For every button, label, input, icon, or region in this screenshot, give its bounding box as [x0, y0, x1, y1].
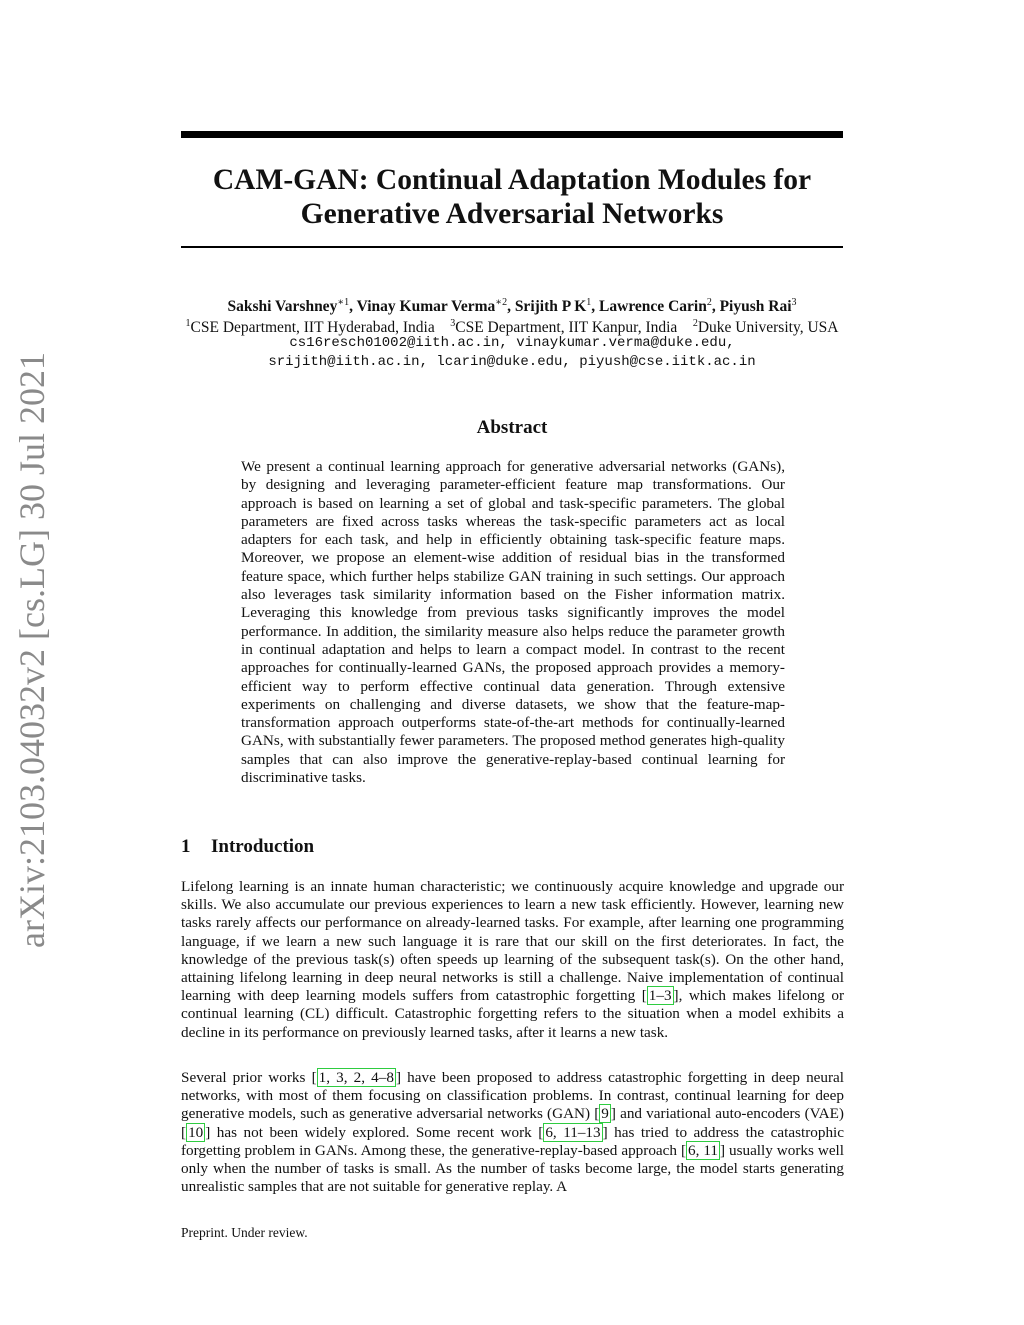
author-name: Sakshi Varshney — [227, 298, 338, 316]
author-affiliation-mark: ∗1 — [337, 297, 350, 308]
affiliation-mark: 1 — [185, 318, 191, 329]
author-affiliation-mark: 2 — [706, 297, 712, 308]
emails-line-1: cs16resch01002@iith.ac.in, vinaykumar.verma@duke.edu, — [289, 335, 735, 351]
author-emails — [140, 334, 884, 372]
title-line-2: Generative Adversarial Networks — [300, 198, 724, 230]
title-line-1: CAM-GAN: Continual Adaptation Modules for — [212, 164, 812, 196]
author-affiliation-mark: 1 — [586, 297, 592, 308]
author-affiliation-mark: ∗2 — [495, 297, 508, 308]
paragraph-text: and variational auto-encoders (VAE) — [615, 1105, 844, 1123]
citation-link[interactable]: 1–3 — [648, 987, 672, 1005]
author-list: Sakshi Varshney$^{∗1}$, Vinay Kumar Verma$^{∗2}$, Srijith P $K^1$, Lawrence Carin$^2$, Piyush Rai$^3$ — [227, 297, 797, 316]
title-top-rule — [181, 131, 843, 138]
author-name: Vinay Kumar Verma — [356, 298, 496, 316]
section-heading-introduction — [181, 836, 314, 858]
paragraph-text: usually works well only when the number of tasks is small. As the number of tasks become large, the model starts generating unrealistic samples that are not suitable for generative replay. A — [181, 1141, 844, 1196]
citation-link[interactable]: 9 — [601, 1105, 609, 1123]
intro-paragraph-1: Lifelong learning is an innate human characteristic; we continuously acquire knowledge and upgrade our skills. We also accumulate our previous experiences to learn a new task efficiently. However, learning new tasks rarely affects our performance on already-learned tasks. For example, after learning one programming language, if we learn a new such language it is rare that our skill on the first deteriorates. In fact, the knowledge of the previous task(s) often speeds up learning of the subsequent task(s). On the other hand, attaining lifelong learning in deep neural networks is still a challenge. Naive implementation of continual learning with deep learning models suffers from catastrophic forgetting [ 1–3 ], which makes lifelong or continual learning (CL) difficult. Catastrophic forgetting refers to the situation when a model exhibits a decline in its performance on previously learned tasks, after it learns a new task. — [181, 878, 844, 1041]
affiliation-text: CSE Department, IIT Kanpur, India — [455, 319, 678, 337]
affiliation-text: CSE Department, IIT Hyderabad, India — [190, 319, 435, 337]
paper-title — [181, 163, 843, 231]
affiliation-text: Duke University, USA — [697, 319, 839, 337]
intro-paragraph-2: Several prior works [ 1, 3, 2, 4–8 ] have been proposed to address catastrophic forgetting in deep neural networks, with most of them focusing on classification problems. In contrast, continual learning for deep generative models, such as generative adversarial networks (GAN) [ 9 ] and variational auto-encoders (VAE) [ 10 ] has not been widely explored. Some recent work [ 6, 11–13 ] has tried to address the catastrophic forgetting problem in GANs. Among these, the generative-replay-based approach [ 6, 11 ] usually works well only when the number of tasks is small. As the number of tasks become large, the model starts generating unrealistic samples that are not suitable for generative replay. A — [181, 1069, 845, 1196]
citation-link[interactable]: 6, 11–13 — [545, 1123, 601, 1141]
emails-line-2: srijith@iith.ac.in, lcarin@duke.edu, piyush@cse.iitk.ac.in — [268, 354, 756, 370]
citation-link[interactable]: 10 — [188, 1123, 204, 1141]
paragraph-text: have been proposed to address catastrophic forgetting in deep neural networks, with most of them focusing on classification problems. In contrast, continual learning for deep generative models, such as generative adversarial networks (GAN) — [181, 1069, 845, 1123]
paragraph-text: Several prior works — [181, 1069, 312, 1086]
title-bottom-rule — [181, 246, 843, 248]
author-affiliation-mark: 3 — [791, 297, 797, 308]
paragraph-text: Lifelong learning is an innate human characteristic; we continuously acquire knowledge and upgrade our skills. We also accumulate our previous experiences to learn a new task efficiently. However, learning new tasks rarely affects our performance on already-learned tasks. For example, after learning one programming language, if we learn a new such language it is rare that our skill on the first deteriorates. In fact, the knowledge of the previous task(s) often speeds up learning of the subsequent task(s). On the other hand, attaining lifelong learning in deep neural networks is still a challenge. Naive implementation of continual learning with deep learning models suffers from catastrophic forgetting — [181, 878, 844, 1005]
paragraph-text: has tried to address the catastrophic forgetting problem in GANs. Among these, the generative-replay-based approach — [181, 1123, 844, 1159]
abstract-text: We present a continual learning approach for generative adversarial networks (GANs), by designing and leveraging parameter-efficient feature map transformations. Our approach is based on learning a set of global and task-specific parameters. The global parameters are fixed across tasks whereas the task-specific parameters act as local adapters for each task, and help in efficiently obtaining task-specific feature maps. Moreover, we propose an element-wise addition of residual bias in the transformed feature space, which further helps stabilize GAN training in such settings. Our approach also leverages task similarity information based on the Fisher information matrix. Leveraging this knowledge from previous tasks significantly improves the model performance. In addition, the similarity measure also helps reduce the parameter growth in continual adaptation and helps to learn a compact model. In contrast to the recent approaches for continually-learned GANs, the proposed approach provides a memory-efficient way to perform effective continual data generation. Through extensive experiments on challenging and diverse datasets, we show that the feature-map-transformation approach outperforms state-of-the-art methods for continually-learned GANs, with substantially fewer parameters. The proposed method generates high-quality samples that can also improve the generative-replay-based continual learning for discriminative tasks. — [241, 458, 785, 787]
paragraph-text: , which makes lifelong or continual learning (CL) difficult. Catastrophic forgetting refers to the situation when a model exhibits a decline in its performance on previously learned tasks, after it learns a new task. — [181, 987, 844, 1041]
author-name: Piyush Rai — [719, 298, 792, 316]
author-name: Srijith P K — [514, 298, 587, 316]
citation-link[interactable]: 6, 11 — [688, 1141, 718, 1159]
citation-link[interactable]: 1, 3, 2, 4–8 — [318, 1069, 394, 1086]
arxiv-identifier-stamp: arXiv:2103.04032v2 [cs.LG] 30 Jul 2021 — [12, 352, 52, 948]
section-title: Introduction — [211, 836, 315, 857]
affiliation-mark: 2 — [692, 318, 698, 329]
section-number: 1 — [181, 836, 191, 857]
affiliation-mark: 3 — [450, 318, 456, 329]
author-name: Lawrence Carin — [599, 298, 707, 316]
abstract-heading: Abstract — [476, 417, 548, 438]
preprint-footer: Preprint. Under review. — [181, 1225, 308, 1240]
paragraph-text: has not been widely explored. Some recent work — [210, 1123, 539, 1141]
